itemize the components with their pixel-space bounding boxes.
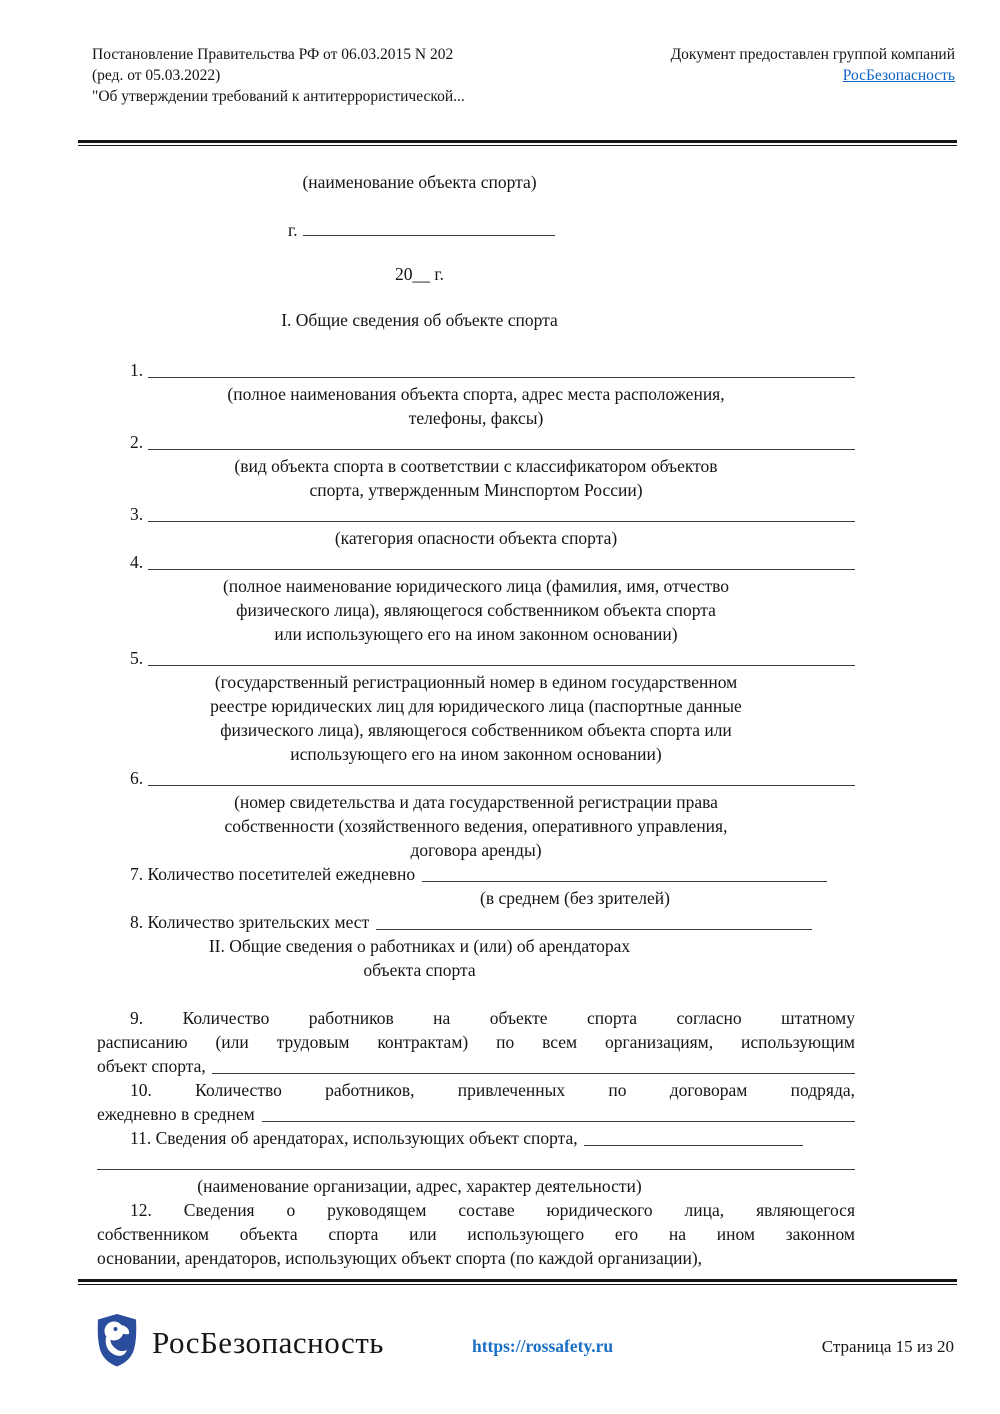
section2-title-line-2: объекта спорта — [363, 960, 476, 980]
item-6-line — [97, 766, 855, 790]
footer-brand — [95, 1312, 384, 1373]
item-5-blank-line — [148, 652, 855, 666]
city-label: г. — [288, 220, 298, 240]
item-7-line — [97, 862, 855, 886]
item-10-line-2 — [97, 1102, 855, 1126]
item-9-line-3-text: объект спорта, — [97, 1056, 206, 1076]
item-2-caption-1: (вид объекта спорта в соответствии с классификатором объектов — [234, 456, 718, 476]
item-6-caption-1: (номер свидетельства и дата государственной регистрации права — [234, 792, 718, 812]
object-name-caption: (наименование объекта спорта) — [302, 172, 537, 192]
doc-reference-line-2: (ред. от 05.03.2022) — [92, 67, 221, 84]
item-4-caption-3: или использующего его на ином законном основании) — [274, 624, 678, 644]
item-4-blank-line — [148, 556, 855, 570]
item-1-blank-line — [148, 364, 855, 378]
item-9-line-2: расписанию (или трудовым контрактам) по всем организациям, использующим — [97, 1032, 855, 1052]
bottom-rule — [78, 1279, 957, 1285]
item-12-line-1: 12. Сведения о руководящем составе юридического лица, являющегося — [130, 1200, 855, 1220]
item-4-caption-1: (полное наименование юридического лица (фамилия, имя, отчество — [222, 576, 730, 596]
item-12-line-3: основании, арендаторов, использующих объект спорта (по каждой организации), — [97, 1248, 703, 1268]
item-5-number: 5. — [130, 648, 144, 668]
item-2-number: 2. — [130, 432, 144, 452]
section2-title-line-1: II. Общие сведения о работниках и (или) об арендаторах — [208, 936, 631, 956]
item-9-line-1: 9. Количество работников на объекте спорта согласно штатному — [130, 1008, 855, 1028]
city-blank-line — [303, 222, 555, 236]
section1-title: I. Общие сведения об объекте спорта — [281, 310, 558, 330]
item-5-caption-4: использующего его на ином законном основании) — [290, 744, 662, 764]
item-6-number: 6. — [130, 768, 144, 788]
item-6-caption-2: собственности (хозяйственного ведения, оперативного управления, — [224, 816, 728, 836]
provider-link[interactable]: РосБезопасность — [842, 67, 955, 84]
item-3-line — [97, 502, 855, 526]
item-11-blank-line — [584, 1132, 803, 1146]
item-3-number: 3. — [130, 504, 144, 524]
item-9-blank-line — [212, 1060, 855, 1074]
item-8-line — [97, 910, 855, 934]
doc-reference-block — [92, 44, 465, 107]
item-9-line-3 — [97, 1054, 855, 1078]
item-1-caption-1: (полное наименования объекта спорта, адрес места расположения, — [227, 384, 725, 404]
item-10-line-2-text: ежедневно в среднем — [97, 1104, 255, 1124]
item-7-blank-line — [422, 868, 827, 882]
doc-reference-line-1: Постановление Правительства РФ от 06.03.2015 N 202 — [92, 46, 454, 63]
item-3-blank-line — [148, 508, 855, 522]
item-11-line — [97, 1126, 855, 1150]
item-5-caption-3: физического лица), являющегося собственником объекта спорта или — [220, 720, 732, 740]
item-10-blank-line — [262, 1108, 855, 1122]
item-11-full-blank-line — [97, 1156, 855, 1170]
item-2-caption-2: спорта, утвержденным Минспортом России) — [309, 480, 643, 500]
item-10-line-1: 10. Количество работников, привлеченных по договорам подряда, — [130, 1080, 855, 1100]
item-3-caption-1: (категория опасности объекта спорта) — [334, 528, 618, 548]
doc-reference-line-3: "Об утверждении требований к антитеррористической... — [92, 88, 465, 105]
item-1-line — [97, 358, 855, 382]
item-5-caption-2: реестре юридических лиц для юридического лица (паспортные данные — [210, 696, 742, 716]
item-2-blank-line — [148, 436, 855, 450]
item-4-line — [97, 550, 855, 574]
item-8-text: 8. Количество зрительских мест — [130, 912, 370, 932]
document-header — [92, 44, 955, 107]
item-7-caption: (в среднем (без зрителей) — [480, 888, 670, 908]
spacer — [97, 982, 855, 1006]
year-line: 20__ г. — [395, 264, 444, 284]
provider-note: Документ предоставлен группой компаний — [670, 46, 955, 63]
item-5-line — [97, 646, 855, 670]
item-12-line-2: собственником объекта спорта или использующего его на ином законном — [97, 1224, 855, 1244]
item-7-text: 7. Количество посетителей ежедневно — [130, 864, 416, 884]
item-5-caption-1: (государственный регистрационный номер в едином государственном — [214, 672, 738, 692]
item-1-number: 1. — [130, 360, 144, 380]
item-6-caption-3: договора аренды) — [410, 840, 542, 860]
brand-name: РосБезопасность — [152, 1324, 384, 1360]
page-number: Страница 15 из 20 — [821, 1337, 954, 1356]
item-11-text: 11. Сведения об арендаторах, использующих объект спорта, — [130, 1128, 578, 1148]
form-body — [97, 170, 855, 1270]
item-2-line — [97, 430, 855, 454]
site-link[interactable]: https://rossafety.ru — [472, 1336, 614, 1356]
city-line — [97, 218, 855, 242]
eagle-shield-logo-icon — [95, 1312, 139, 1373]
item-11-continuation-line — [97, 1150, 855, 1174]
item-1-caption-2: телефоны, факсы) — [408, 408, 544, 428]
top-rule — [78, 140, 957, 146]
item-6-blank-line — [148, 772, 855, 786]
item-4-caption-2: физического лица), являющегося собственником объекта спорта — [236, 600, 716, 620]
item-4-number: 4. — [130, 552, 144, 572]
item-11-caption: (наименование организации, адрес, характер деятельности) — [197, 1176, 642, 1196]
provider-block — [671, 44, 955, 107]
item-8-blank-line — [376, 916, 812, 930]
